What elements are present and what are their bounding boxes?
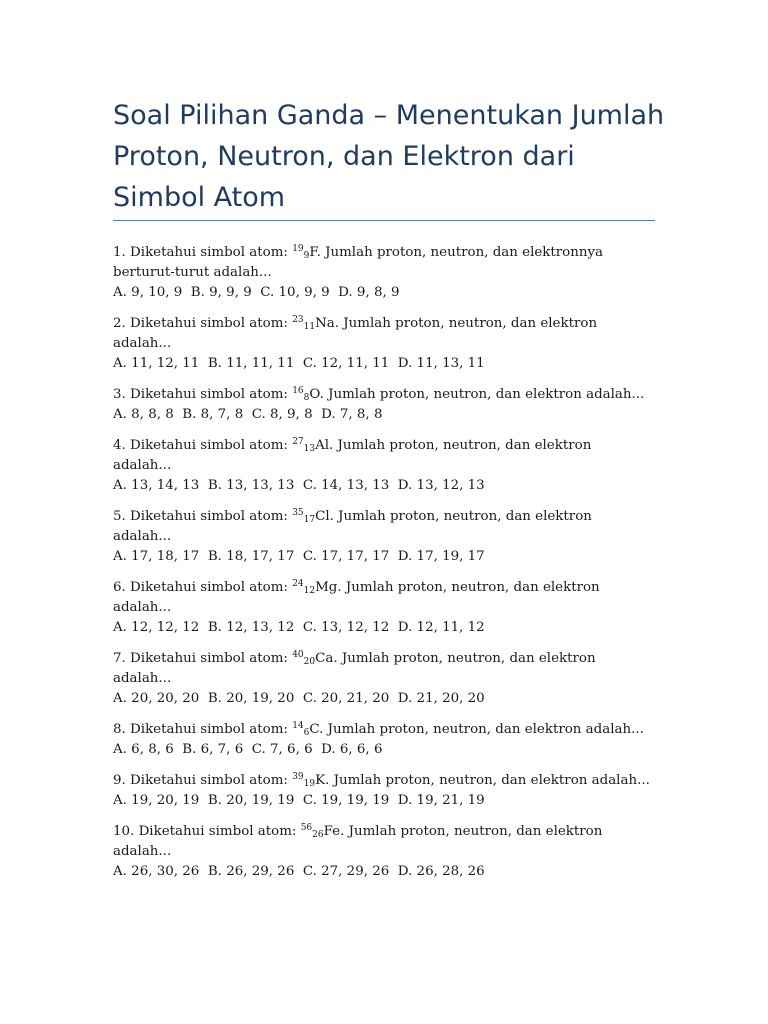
question-prefix: Diketahui simbol atom: xyxy=(130,316,293,331)
mass-number: 40 xyxy=(292,650,304,660)
question-prefix: Diketahui simbol atom: xyxy=(130,387,293,402)
question-prefix: Diketahui simbol atom: xyxy=(130,580,293,595)
question-number: 9. xyxy=(113,773,126,788)
element-symbol: C xyxy=(309,722,320,737)
mass-number: 23 xyxy=(292,315,304,325)
atomic-number: 19 xyxy=(303,779,316,789)
question-text xyxy=(113,507,653,547)
question-item xyxy=(113,822,653,882)
question-prefix: Diketahui simbol atom: xyxy=(130,773,293,788)
atomic-number: 9 xyxy=(303,251,310,261)
question-number: 5. xyxy=(113,509,126,524)
mass-number: 19 xyxy=(292,244,304,254)
question-prefix: Diketahui simbol atom: xyxy=(130,245,293,260)
atomic-number: 11 xyxy=(303,322,316,332)
element-symbol: O xyxy=(309,387,320,402)
question-number: 4. xyxy=(113,438,126,453)
question-suffix: . Jumlah proton, neutron, dan elektron adalah... xyxy=(319,722,644,737)
question-item xyxy=(113,385,653,425)
mass-number: 56 xyxy=(300,823,313,833)
question-text xyxy=(113,314,653,354)
element-symbol: Ca xyxy=(315,651,334,666)
question-suffix: . Jumlah proton, neutron, dan elektronnya berturut-turut adalah... xyxy=(113,245,604,280)
element-symbol: Al xyxy=(315,438,330,453)
atomic-number: 8 xyxy=(303,393,310,403)
question-prefix: Diketahui simbol atom: xyxy=(138,824,301,839)
question-item xyxy=(113,578,653,638)
element-symbol: Cl xyxy=(315,509,330,524)
question-suffix: . Jumlah proton, neutron, dan elektron adalah... xyxy=(325,773,650,788)
question-text xyxy=(113,578,653,618)
question-prefix: Diketahui simbol atom: xyxy=(130,651,293,666)
answer-options: A. 20, 20, 20 B. 20, 19, 20 C. 20, 21, 20 D. 21, 20, 20 xyxy=(113,691,485,706)
element-symbol: Fe xyxy=(323,824,341,839)
atomic-number: 20 xyxy=(303,657,316,667)
question-text xyxy=(113,243,653,283)
answer-options: A. 19, 20, 19 B. 20, 19, 19 C. 19, 19, 19 D. 19, 21, 19 xyxy=(113,793,485,808)
question-suffix: . Jumlah proton, neutron, dan elektron adalah... xyxy=(113,580,600,615)
mass-number: 24 xyxy=(292,579,304,589)
answer-options: A. 17, 18, 17 B. 18, 17, 17 C. 17, 17, 17 D. 17, 19, 17 xyxy=(113,549,485,564)
question-suffix: . Jumlah proton, neutron, dan elektron adalah... xyxy=(113,509,592,544)
answer-options: A. 13, 14, 13 B. 13, 13, 13 C. 14, 13, 13 D. 13, 12, 13 xyxy=(113,478,485,493)
question-list xyxy=(113,243,653,893)
mass-number: 35 xyxy=(292,508,304,518)
answer-options: A. 26, 30, 26 B. 26, 29, 26 C. 27, 29, 26 D. 26, 28, 26 xyxy=(113,864,485,879)
question-number: 3. xyxy=(113,387,126,402)
question-number: 2. xyxy=(113,316,126,331)
element-symbol: K xyxy=(315,773,326,788)
answer-options: A. 11, 12, 11 B. 11, 11, 11 C. 12, 11, 11 D. 11, 13, 11 xyxy=(113,356,485,371)
question-item xyxy=(113,720,653,760)
answer-options: A. 12, 12, 12 B. 12, 13, 12 C. 13, 12, 12 D. 12, 11, 12 xyxy=(113,620,485,635)
question-text xyxy=(113,720,653,740)
answer-options: A. 8, 8, 8 B. 8, 7, 8 C. 8, 9, 8 D. 7, 8, 8 xyxy=(113,407,383,422)
mass-number: 14 xyxy=(292,721,304,731)
document-title: Soal Pilihan Ganda – Menentukan Jumlah Proton, Neutron, dan Elektron dari Simbol Atom xyxy=(113,100,665,213)
element-symbol: Mg xyxy=(315,580,338,595)
question-text xyxy=(113,771,653,791)
question-item xyxy=(113,507,653,567)
element-symbol: Na xyxy=(315,316,335,331)
question-item xyxy=(113,436,653,496)
mass-number: 16 xyxy=(292,386,304,396)
atomic-number: 26 xyxy=(312,830,324,840)
atomic-number: 13 xyxy=(303,444,316,454)
question-text xyxy=(113,385,653,405)
answer-options: A. 9, 10, 9 B. 9, 9, 9 C. 10, 9, 9 D. 9, 8, 9 xyxy=(113,285,400,300)
question-suffix: . Jumlah proton, neutron, dan elektron adalah... xyxy=(319,387,645,402)
element-symbol: F xyxy=(309,245,317,260)
question-number: 8. xyxy=(113,722,126,737)
question-number: 1. xyxy=(113,245,126,260)
question-suffix: . Jumlah proton, neutron, dan elektron adalah... xyxy=(113,651,596,686)
question-suffix: . Jumlah proton, neutron, dan elektron adalah... xyxy=(113,438,592,473)
answer-options: A. 6, 8, 6 B. 6, 7, 6 C. 7, 6, 6 D. 6, 6, 6 xyxy=(113,742,383,757)
question-number: 7. xyxy=(113,651,126,666)
question-suffix: . Jumlah proton, neutron, dan elektron adalah... xyxy=(113,316,598,351)
atomic-number: 6 xyxy=(303,728,310,738)
question-prefix: Diketahui simbol atom: xyxy=(130,722,293,737)
question-item xyxy=(113,771,653,811)
atomic-number: 17 xyxy=(303,515,316,525)
question-text xyxy=(113,436,653,476)
mass-number: 27 xyxy=(292,437,304,447)
question-number: 6. xyxy=(113,580,126,595)
question-item xyxy=(113,314,653,374)
question-text xyxy=(113,822,653,862)
question-suffix: . Jumlah proton, neutron, dan elektron adalah... xyxy=(113,824,603,859)
question-number: 10. xyxy=(113,824,135,839)
atomic-number: 12 xyxy=(303,586,316,596)
title-divider xyxy=(113,220,655,221)
question-prefix: Diketahui simbol atom: xyxy=(130,438,293,453)
mass-number: 39 xyxy=(292,772,304,782)
question-item xyxy=(113,649,653,709)
question-text xyxy=(113,649,653,689)
question-item xyxy=(113,243,653,303)
question-prefix: Diketahui simbol atom: xyxy=(130,509,293,524)
